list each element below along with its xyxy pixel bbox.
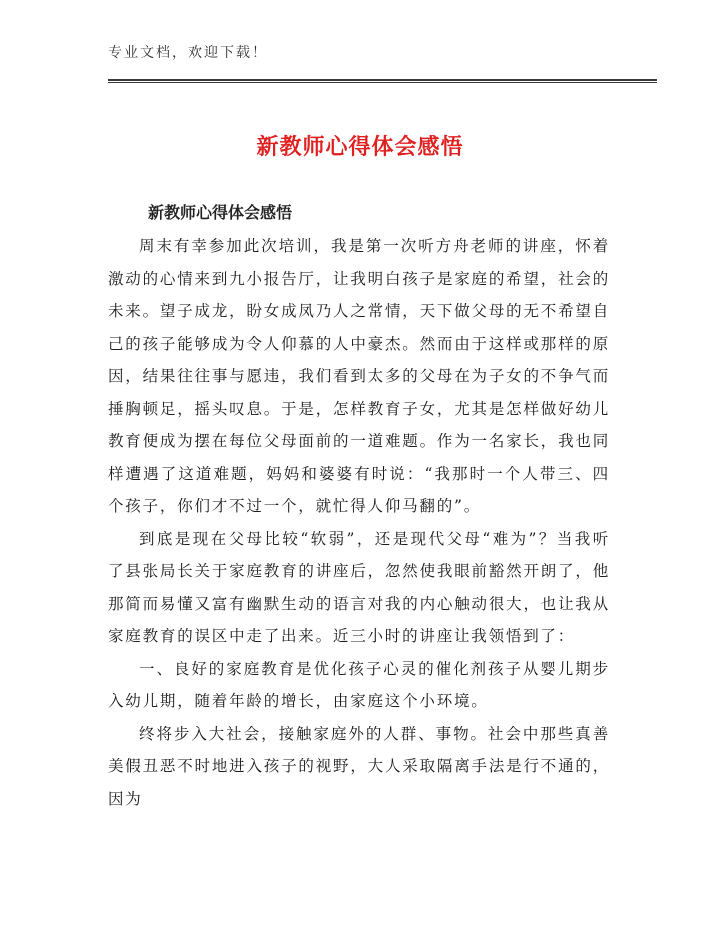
header-divider <box>108 79 657 83</box>
document-title: 新教师心得体会感悟 <box>256 135 464 160</box>
paragraph: 到底是现在父母比较“软弱”，还是现代父母“难为”？当我听了县张局长关于家庭教育的讲座后，忽然使我眼前豁然开朗了，他那简而易懂又富有幽默生动的语言对我的内心触动很大，也让我从家庭教育的误区中走了出来。近三小时的讲座让我领悟到了： <box>108 529 610 645</box>
paragraph: 终将步入大社会，接触家庭外的人群、事物。社会中那些真善美假丑恶不时地进入孩子的视野，大人采取隔离手法是行不通的，因为 <box>108 724 610 808</box>
paragraph: 一、良好的家庭教育是优化孩子心灵的催化剂孩子从婴儿期步入幼儿期，随着年龄的增长，由家庭这个小环境。 <box>108 659 610 710</box>
header-note: 专业文档，欢迎下载！ <box>108 45 268 61</box>
document-body <box>108 230 610 815</box>
paragraph: 周末有幸参加此次培训，我是第一次听方舟老师的讲座，怀着激动的心情来到九小报告厅，让我明白孩子是家庭的希望，社会的未来。望子成龙，盼女成凤乃人之常情，天下做父母的无不希望自己的孩子能够成为令人仰慕的人中豪杰。然而由于这样或那样的原因，结果往往事与愿违，我们看到太多的父母在为子女的不争气而捶胸顿足，摇头叹息。于是，怎样教育子女，尤其是怎样做好幼儿教育便成为摆在每位父母面前的一道难题。作为一名家长，我也同样遭遇了这道难题，妈妈和婆婆有时说：“我那时一个人带三、四个孩子，你们才不过一个，就忙得人仰马翻的”。 <box>108 237 610 515</box>
document-subtitle: 新教师心得体会感悟 <box>148 203 293 222</box>
